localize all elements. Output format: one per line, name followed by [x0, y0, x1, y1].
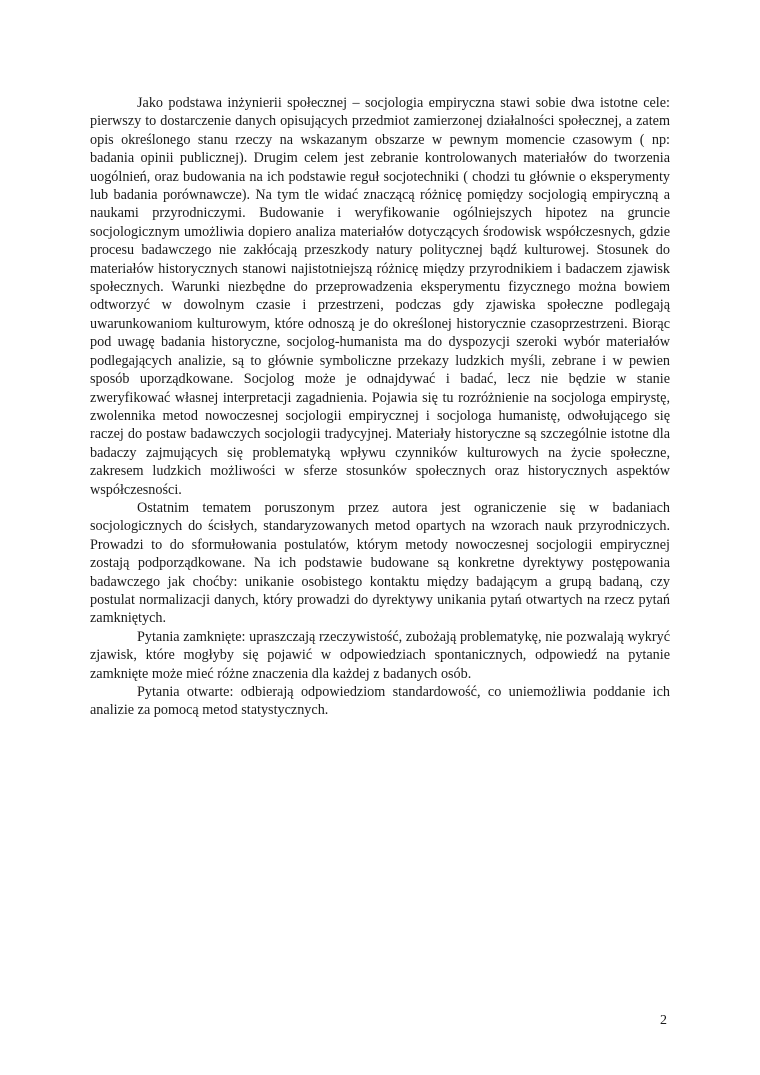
paragraph-4: Pytania otwarte: odbierają odpowiedziom standardowość, co uniemożliwia poddanie ich analizie za pomocą metod statystycznych. [90, 684, 670, 719]
page-number: 2 [660, 1013, 667, 1028]
paragraph-2: Ostatnim tematem poruszonym przez autora jest ograniczenie się w badaniach socjologicznych do ścisłych, standaryzowanych metod opartych na wzorach nauk przyrodniczych. Prowadzi to do sformułowania postulatów, którym metody nowoczesnej socjologii empirycznej zostają podporządkowane. Na ich podstawie budowane są konkretne dyrektywy postępowania badawczego jak choćby: unikanie osobistego kontaktu między badającym a grupą badaną, czy postulat normalizacji danych, który prowadzi do dyrektywy unikania pytań otwartych na rzecz pytań zamkniętych. [90, 499, 670, 627]
paragraph-1: Jako podstawa inżynierii społecznej – socjologia empiryczna stawi sobie dwa istotne cele: pierwszy to dostarczenie danych opisujących przedmiot zamierzonej działalności społecznej, a zatem opis określonego stanu rzeczy na wskazanym obszarze w pewnym momencie czasowym ( np: badania opinii publicznej). Drugim celem jest zebranie kontrolowanych materiałów do tworzenia uogólnień, oraz budowania na ich podstawie reguł socjotechniki ( chodzi tu głównie o eksperymenty lub badania porównawcze). Na tym tle widać znaczącą różnicę pomiędzy socjologią empiryczną a naukami przyrodniczymi. Budowanie i weryfikowanie ogólniejszych hipotez na gruncie socjologicznym umożliwia dopiero analiza materiałów dotyczących środowisk współczesnych, gdzie procesu badawczego nie zakłócają przeszkody natury politycznej bądź kulturowej. Stosunek do materiałów historycznych stanowi najistotniejszą różnicę między przyrodnikiem i badaczem zjawisk społecznych. Warunki niezbędne do przeprowadzenia eksperymentu fizycznego można bowiem odtworzyć w dowolnym czasie i przestrzeni, podczas gdy zjawiska społeczne podlegają uwarunkowaniom kulturowym, które odnoszą je do określonej historycznie czasoprzestrzeni. Biorąc pod uwagę badania historyczne, socjolog-humanista ma do dyspozycji szeroki wybór materiałów podlegających analizie, są to głównie symboliczne przekazy ludzkich myśli, zebrane i w pewien sposób uporządkowane. Socjolog może je odnajdywać i badać, lecz nie będzie w stanie zweryfikować własnej interpretacji zagadnienia. Pojawia się tu rozróżnienie na socjologa empirystę, zwolennika metod nowoczesnej socjologii empirycznej i socjologa humanistę, odwołującego się raczej do postaw badawczych socjologii tradycyjnej. Materiały historyczne są szczególnie istotne dla badaczy zajmujących się problematyką wpływu czynników kulturowych na życie społeczne, zakresem ludzkich możliwości w sferze stosunków społecznych oraz historycznych aspektów współczesności. [90, 95, 670, 498]
paragraph-3: Pytania zamknięte: upraszczają rzeczywistość, zubożają problematykę, nie pozwalają wykryć zjawisk, które mogłyby się pojawić w odpowiedziach spontanicznych, odpowiedź na pytanie zamknięte może mieć różne znaczenia dla każdej z badanych osób. [90, 628, 670, 682]
body-text [90, 94, 670, 720]
